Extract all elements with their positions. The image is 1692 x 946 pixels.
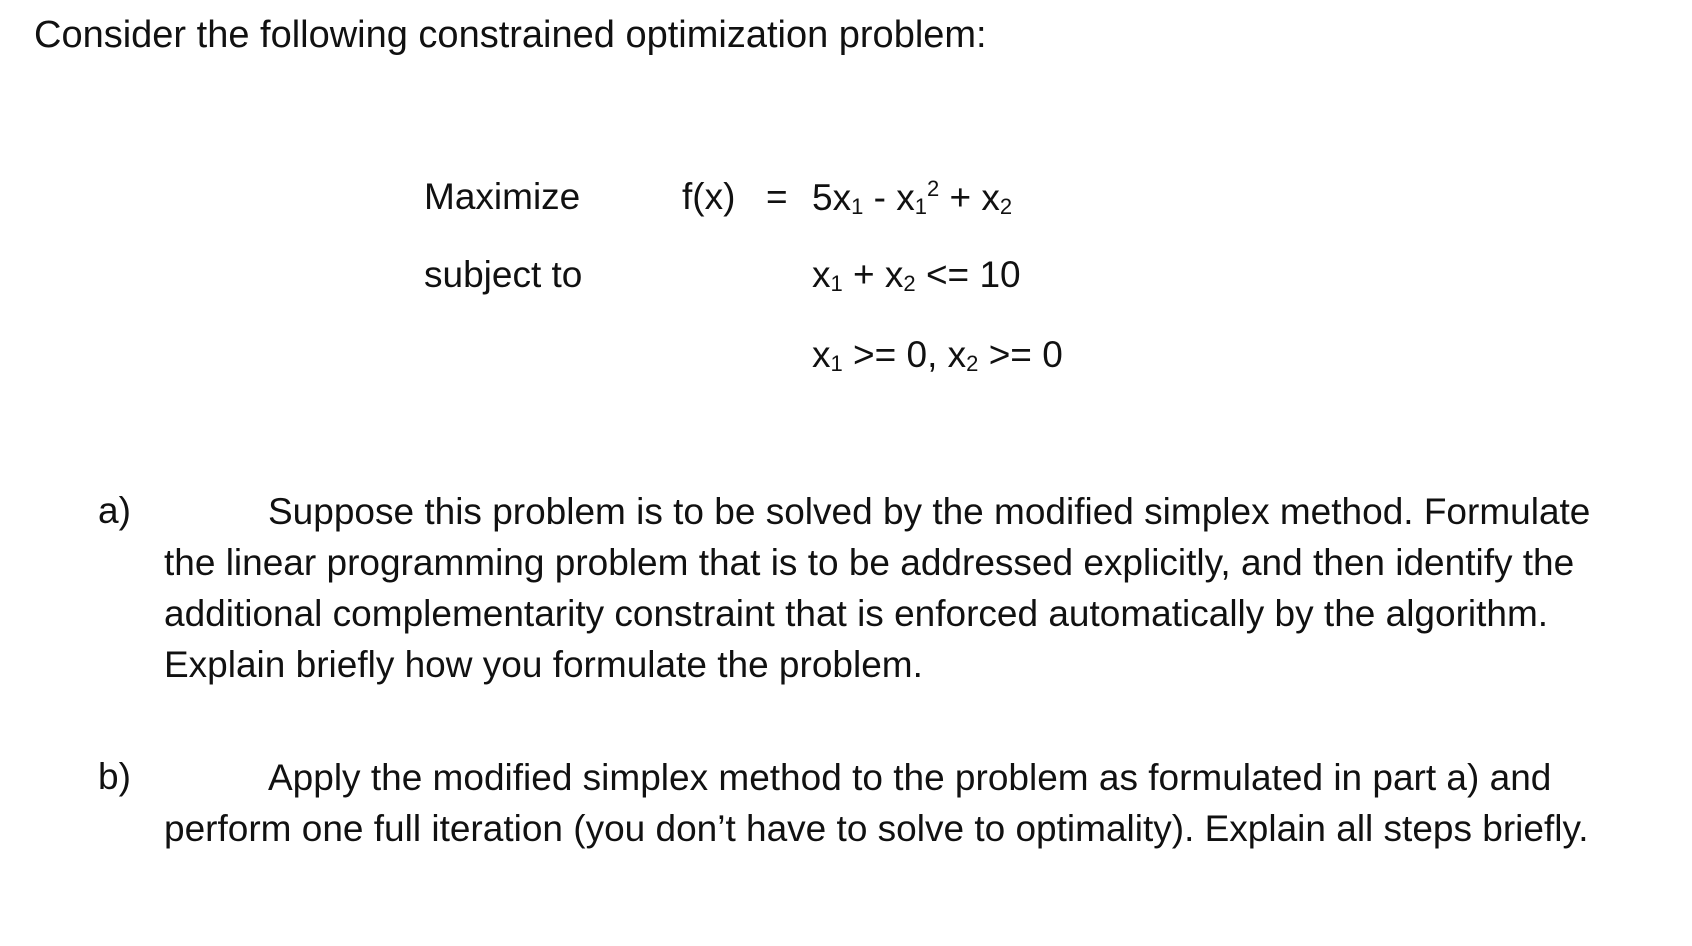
c2-term: x xyxy=(812,334,831,375)
c2-sub: 2 xyxy=(966,351,979,376)
part-b-letter: b) xyxy=(98,756,131,797)
equals-sign: = xyxy=(766,176,788,217)
objective-lhs: f(x) xyxy=(682,176,736,217)
obj-sub: 1 xyxy=(914,194,927,219)
c2-sub: 1 xyxy=(830,351,843,376)
intro-text: Consider the following constrained optimization problem: xyxy=(34,14,987,56)
c1-term: x xyxy=(812,254,831,295)
c1-sub: 2 xyxy=(903,271,916,296)
obj-term: - x xyxy=(863,177,915,218)
c2-term: >= 0, x xyxy=(842,334,967,375)
obj-sup: 2 xyxy=(926,176,940,201)
obj-term: + x xyxy=(939,177,1000,218)
obj-sub: 1 xyxy=(851,194,864,219)
obj-term: 5x xyxy=(812,177,852,218)
maximize-label: Maximize xyxy=(424,176,581,217)
subject-to-label: subject to xyxy=(424,254,583,295)
part-b-text: Apply the modified simplex method to the problem as formulated in part a) and perform one full iteration (you don’t have to solve to optimality). Explain all steps briefly. xyxy=(164,757,1589,849)
part-a-letter: a) xyxy=(98,490,131,531)
part-a-text: Suppose this problem is to be solved by the modified simplex method. Formulate the linear programming problem that is to be addressed explicitly, and then identify the additional complementarity constraint that is enforced automatically by the algorithm. Explain briefly how you formulate the problem. xyxy=(164,491,1591,685)
c2-term: >= 0 xyxy=(978,334,1063,375)
c1-term: + x xyxy=(842,254,904,295)
objective-rhs xyxy=(812,176,1012,220)
c1-term: <= 10 xyxy=(915,254,1021,295)
c1-sub: 1 xyxy=(830,271,843,296)
obj-sub: 2 xyxy=(999,194,1013,219)
constraint-sum xyxy=(812,254,1021,297)
constraint-nonnegativity xyxy=(812,334,1063,377)
